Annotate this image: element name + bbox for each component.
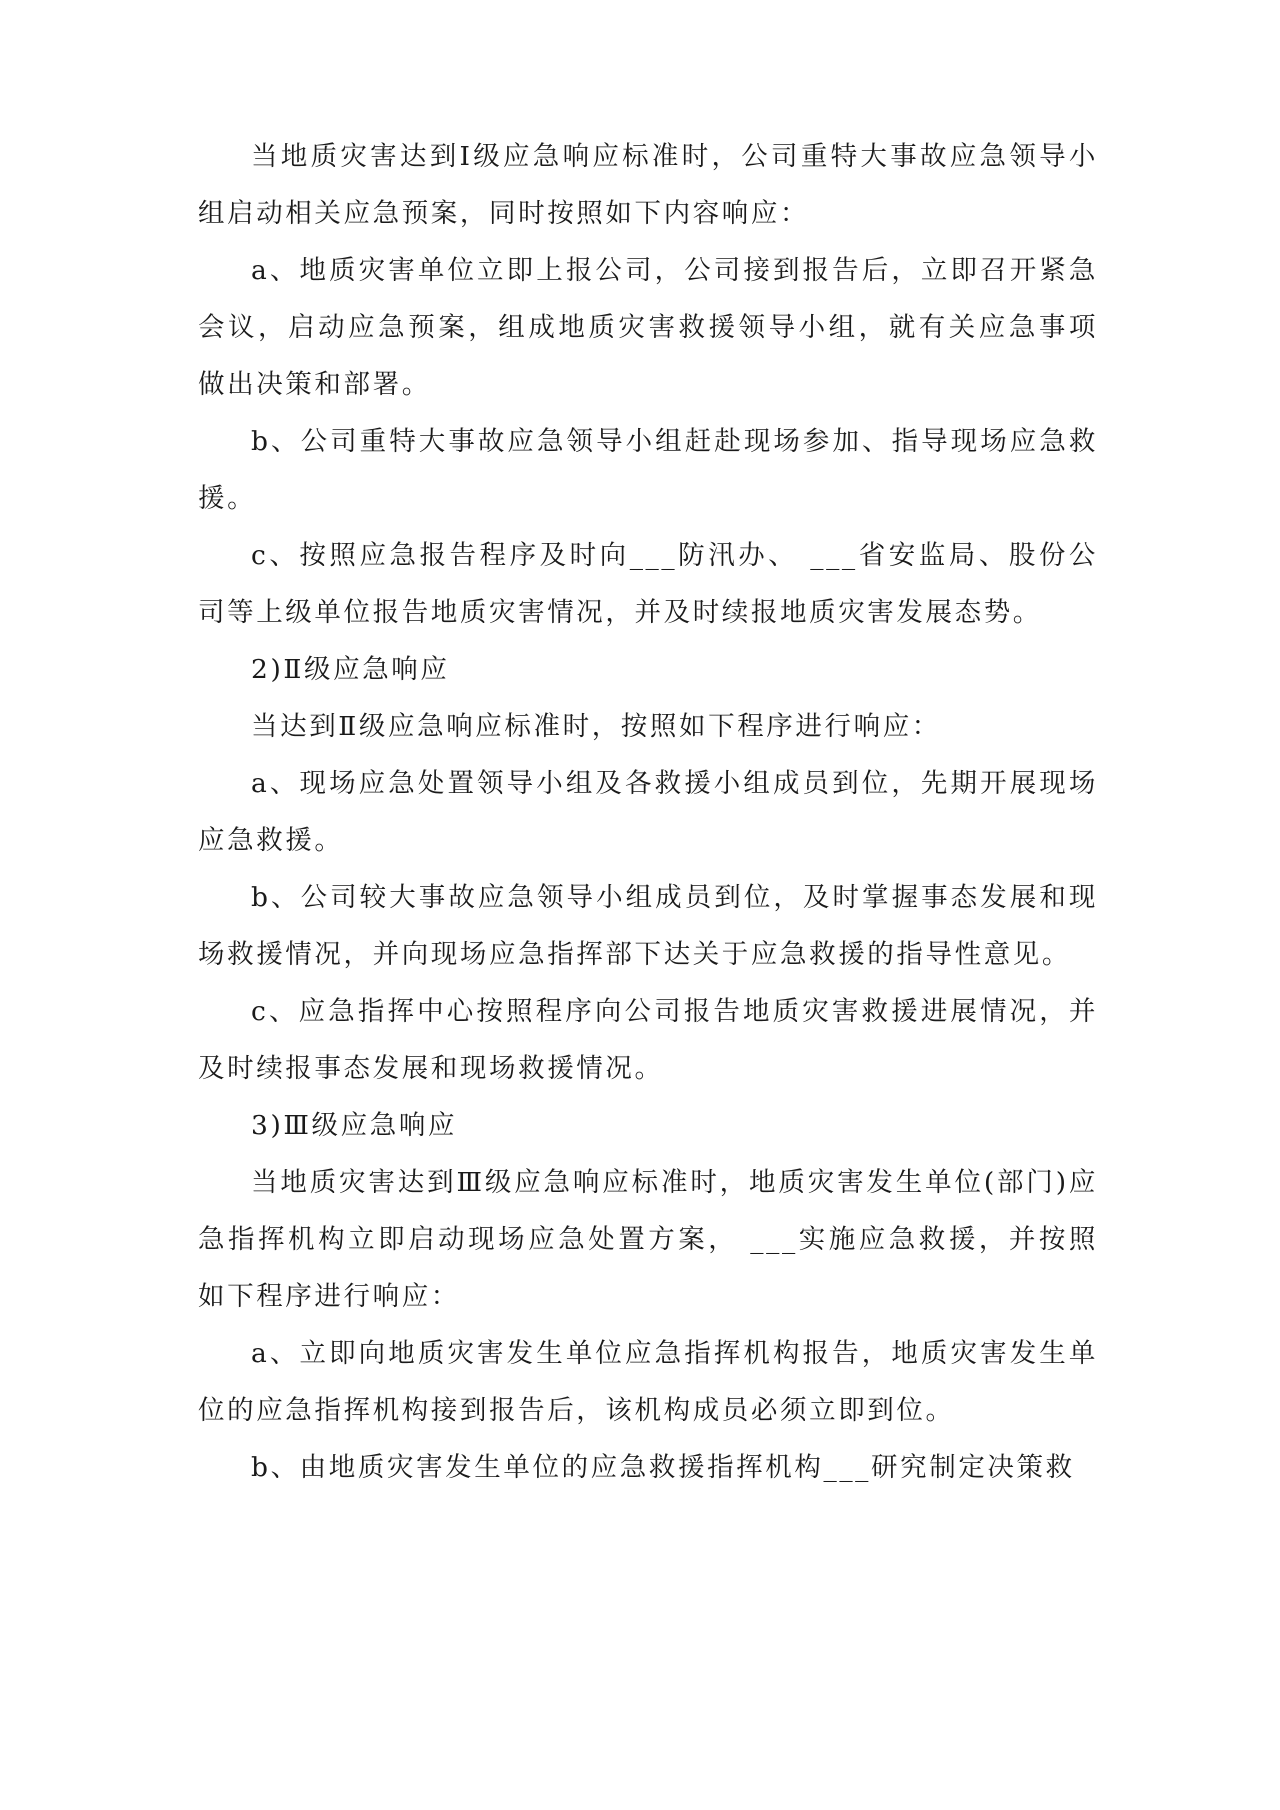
paragraph-level2-item-a: a、现场应急处置领导小组及各救援小组成员到位，先期开展现场应急救援。 [198, 768, 1098, 856]
paragraph-level2-item-c: c、应急指挥中心按照程序向公司报告地质灾害救援进展情况，并及时续报事态发展和现场救援情况。 [198, 996, 1098, 1084]
paragraph-level1-item-b: b、公司重特大事故应急领导小组赶赴现场参加、指导现场应急救援。 [198, 426, 1098, 514]
paragraph-level1-intro: 当地质灾害达到Ⅰ级应急响应标准时，公司重特大事故应急领导小组启动相关应急预案，同时按照如下内容响应： [198, 141, 1098, 229]
paragraph-level1-item-c: c、按照应急报告程序及时向___防汛办、 ___省安监局、股份公司等上级单位报告地质灾害情况，并及时续报地质灾害发展态势。 [198, 540, 1098, 628]
heading-level2-response: 2)Ⅱ级应急响应 [251, 654, 450, 685]
paragraph-level2-item-b: b、公司较大事故应急领导小组成员到位，及时掌握事态发展和现场救援情况，并向现场应急指挥部下达关于应急救援的指导性意见。 [198, 882, 1098, 970]
document-body [198, 128, 1098, 1496]
paragraph-level3-item-b: b、由地质灾害发生单位的应急救援指挥机构___研究制定决策救 [251, 1452, 1075, 1483]
paragraph-level3-intro: 当地质灾害达到Ⅲ级应急响应标准时，地质灾害发生单位(部门)应急指挥机构立即启动现场应急处置方案， ___实施应急救援，并按照如下程序进行响应： [198, 1167, 1098, 1312]
paragraph-level3-item-a: a、立即向地质灾害发生单位应急指挥机构报告，地质灾害发生单位的应急指挥机构接到报告后，该机构成员必须立即到位。 [198, 1338, 1098, 1426]
paragraph-level2-intro: 当达到Ⅱ级应急响应标准时，按照如下程序进行响应： [251, 711, 941, 742]
heading-level3-response: 3)Ⅲ级应急响应 [251, 1110, 458, 1141]
paragraph-level1-item-a: a、地质灾害单位立即上报公司，公司接到报告后，立即召开紧急会议，启动应急预案，组成地质灾害救援领导小组，就有关应急事项做出决策和部署。 [198, 255, 1098, 400]
